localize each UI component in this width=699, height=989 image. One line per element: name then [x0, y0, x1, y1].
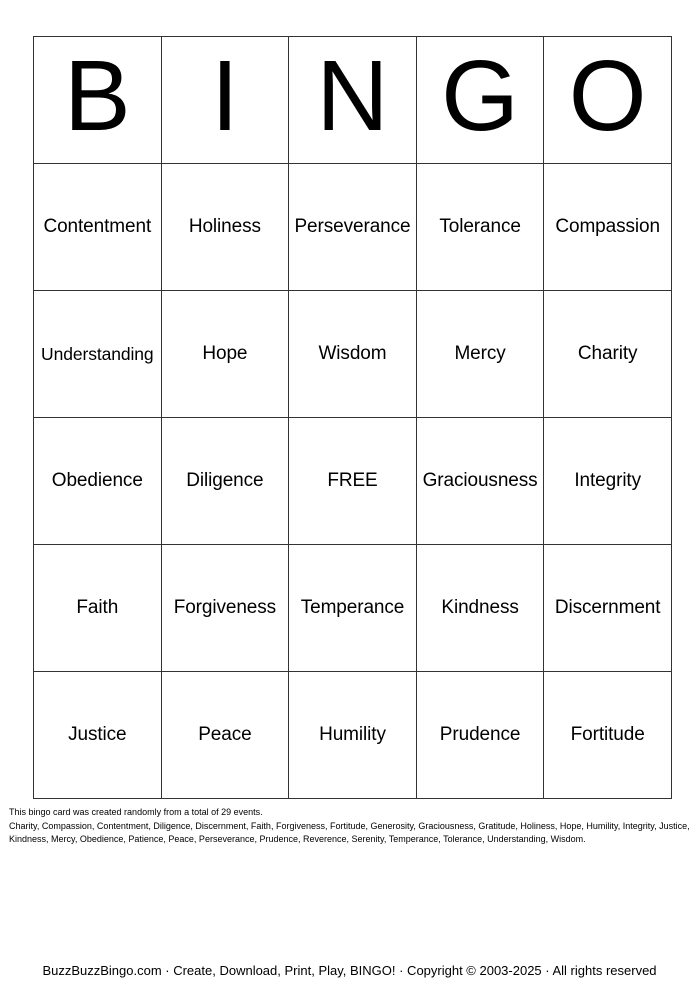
free-space-cell: FREE [289, 418, 417, 545]
header-letter-i: I [161, 37, 289, 164]
bingo-row [34, 418, 672, 545]
bingo-cell: Mercy [416, 291, 544, 418]
bingo-cell: Faith [34, 545, 162, 672]
bingo-cell: Graciousness [416, 418, 544, 545]
card-event-list: Charity, Compassion, Contentment, Diligence, Discernment, Faith, Forgiveness, Fortitude, Generosity, Graciousness, Gratitude, Holiness, Hope, Humility, Integrity, Justice, Kindness, Mercy, Obedience, Patience, Peace, Perseverance, Prudence, Reverence, Serenity, Temperance, Tolerance, Understanding, Wisdom. [9, 820, 690, 844]
card-info-summary: This bingo card was created randomly from a total of 29 events. [9, 807, 263, 817]
bingo-cell: Kindness [416, 545, 544, 672]
bingo-row [34, 291, 672, 418]
bingo-cell: Humility [289, 672, 417, 799]
bingo-cell: Diligence [161, 418, 289, 545]
header-letter-n: N [289, 37, 417, 164]
bingo-card [33, 36, 672, 799]
header-letter-b: B [34, 37, 162, 164]
bingo-header-row [34, 37, 672, 164]
bingo-cell: Hope [161, 291, 289, 418]
header-letter-g: G [416, 37, 544, 164]
bingo-cell: Justice [34, 672, 162, 799]
bingo-cell: Obedience [34, 418, 162, 545]
bingo-cell: Understanding [34, 291, 162, 418]
bingo-cell: Prudence [416, 672, 544, 799]
site-footer: BuzzBuzzBingo.com · Create, Download, Print, Play, BINGO! · Copyright © 2003-2025 · All rights reserved [42, 963, 657, 978]
bingo-cell: Holiness [161, 164, 289, 291]
bingo-cell: Contentment [34, 164, 162, 291]
bingo-cell: Forgiveness [161, 545, 289, 672]
bingo-cell: Peace [161, 672, 289, 799]
bingo-cell: Compassion [544, 164, 672, 291]
bingo-cell: Fortitude [544, 672, 672, 799]
card-info-note [9, 806, 693, 847]
bingo-row [34, 164, 672, 291]
header-letter-o: O [544, 37, 672, 164]
bingo-row [34, 672, 672, 799]
bingo-cell: Discernment [544, 545, 672, 672]
bingo-cell: Integrity [544, 418, 672, 545]
bingo-cell: Tolerance [416, 164, 544, 291]
bingo-cell: Temperance [289, 545, 417, 672]
bingo-cell: Charity [544, 291, 672, 418]
bingo-row [34, 545, 672, 672]
bingo-cell: Wisdom [289, 291, 417, 418]
bingo-cell: Perseverance [289, 164, 417, 291]
